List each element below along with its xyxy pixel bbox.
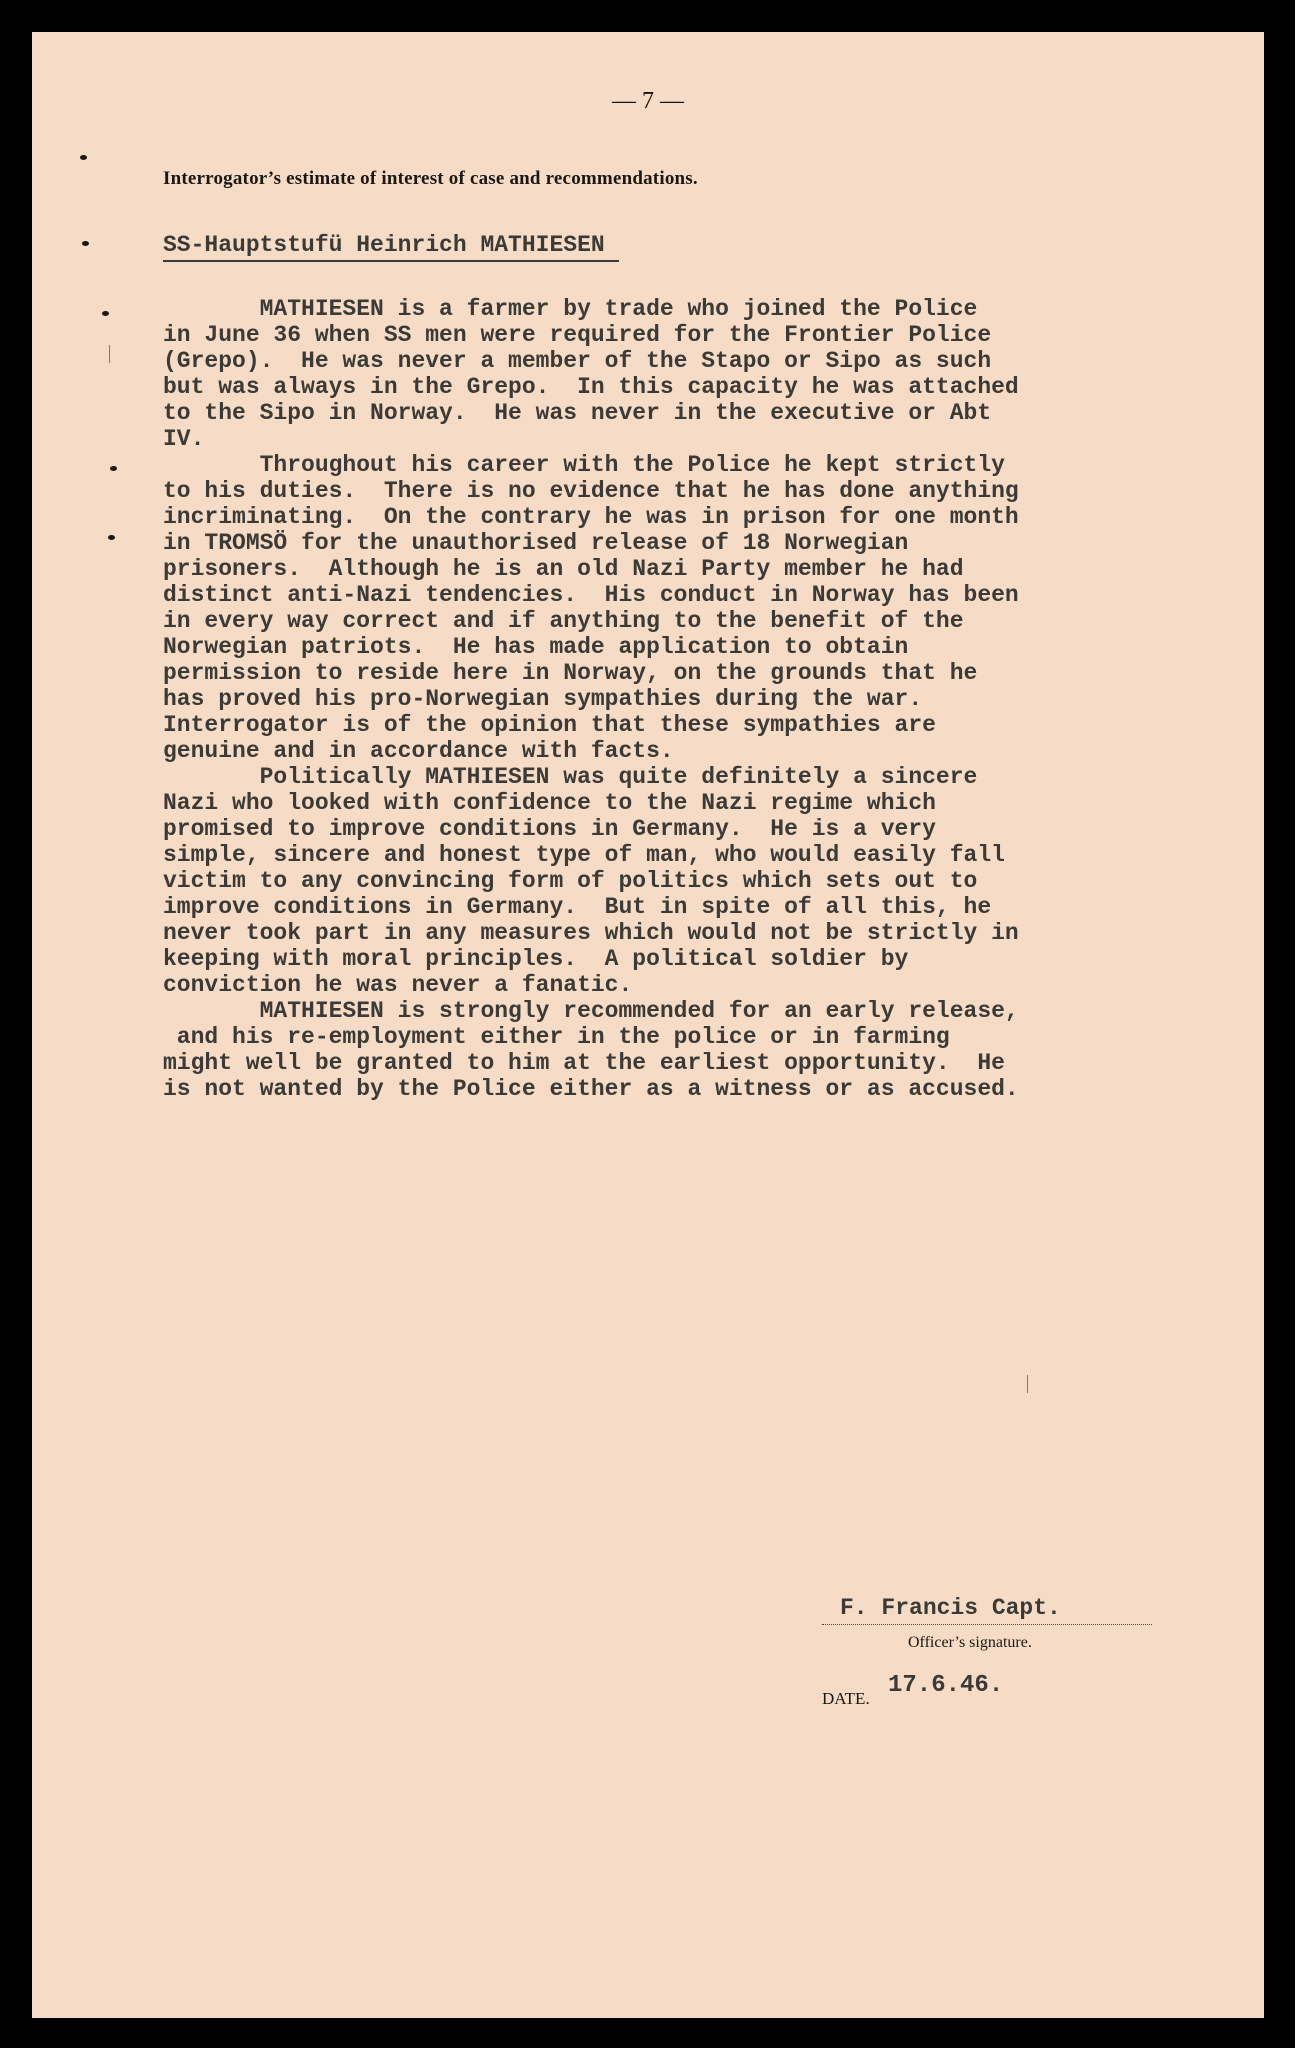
- report-line: never took part in any measures which would not be strictly in: [163, 920, 1019, 946]
- report-line: Norwegian patriots. He has made application to obtain: [163, 634, 909, 660]
- report-line: has proved his pro-Norwegian sympathies during the war.: [163, 686, 923, 712]
- report-line: promised to improve conditions in Germany. He is a very: [163, 816, 936, 842]
- margin-mark: [80, 155, 87, 160]
- report-line: in June 36 when SS men were required for the Frontier Police: [163, 322, 992, 348]
- report-line: in TROMSÖ for the unauthorised release of 18 Norwegian: [163, 530, 909, 556]
- report-line: Interrogator is of the opinion that these sympathies are: [163, 712, 936, 738]
- report-body: [163, 296, 1163, 1102]
- report-line: keeping with moral principles. A political soldier by: [163, 946, 909, 972]
- report-line: Throughout his career with the Police he kept strictly: [163, 452, 1005, 478]
- report-line: permission to reside here in Norway, on the grounds that he: [163, 660, 978, 686]
- report-line: simple, sincere and honest type of man, who would easily fall: [163, 842, 1005, 868]
- signature-line: [822, 1624, 1152, 1625]
- date-label: DATE.: [822, 1689, 870, 1708]
- report-line: MATHIESEN is a farmer by trade who joined the Police: [163, 296, 978, 322]
- document-page: [32, 32, 1264, 2018]
- margin-tick: [1027, 1375, 1028, 1393]
- report-line: distinct anti-Nazi tendencies. His conduct in Norway has been: [163, 582, 1019, 608]
- report-line: to the Sipo in Norway. He was never in the executive or Abt: [163, 400, 992, 426]
- report-line: incriminating. On the contrary he was in prison for one month: [163, 504, 1019, 530]
- report-line: victim to any convincing form of politics which sets out to: [163, 868, 978, 894]
- report-line: IV.: [163, 426, 205, 452]
- page-number: — 7 —: [612, 88, 684, 114]
- report-line: to his duties. There is no evidence that he has done anything: [163, 478, 1019, 504]
- report-line: conviction he was never a fanatic.: [163, 972, 633, 998]
- signature-name: F. Francis Capt.: [840, 1595, 1061, 1621]
- report-line: is not wanted by the Police either as a witness or as accused.: [163, 1076, 1019, 1102]
- report-line: MATHIESEN is strongly recommended for an early release,: [163, 998, 1019, 1024]
- report-line: in every way correct and if anything to the benefit of the: [163, 608, 964, 634]
- report-line: and his re-employment either in the police or in farming: [163, 1024, 950, 1050]
- margin-mark: [82, 241, 89, 246]
- subject-heading: SS-Hauptstufü Heinrich MATHIESEN: [163, 232, 619, 262]
- margin-mark: [110, 466, 117, 471]
- report-line: (Grepo). He was never a member of the Stapo or Sipo as such: [163, 348, 992, 374]
- margin-mark: [108, 535, 115, 540]
- report-line: Politically MATHIESEN was quite definitely a sincere: [163, 764, 978, 790]
- report-line: genuine and in accordance with facts.: [163, 738, 674, 764]
- report-line: but was always in the Grepo. In this capacity he was attached: [163, 374, 1019, 400]
- margin-tick: [109, 345, 110, 363]
- margin-mark: [102, 311, 109, 316]
- report-line: might well be granted to him at the earliest opportunity. He: [163, 1050, 1005, 1076]
- report-line: prisoners. Although he is an old Nazi Party member he had: [163, 556, 964, 582]
- signature-caption: Officer’s signature.: [908, 1634, 1032, 1651]
- date-value: 17.6.46.: [888, 1672, 1004, 1699]
- report-line: improve conditions in Germany. But in spite of all this, he: [163, 894, 992, 920]
- form-heading: Interrogator’s estimate of interest of case and recommendations.: [163, 168, 698, 189]
- report-line: Nazi who looked with confidence to the Nazi regime which: [163, 790, 936, 816]
